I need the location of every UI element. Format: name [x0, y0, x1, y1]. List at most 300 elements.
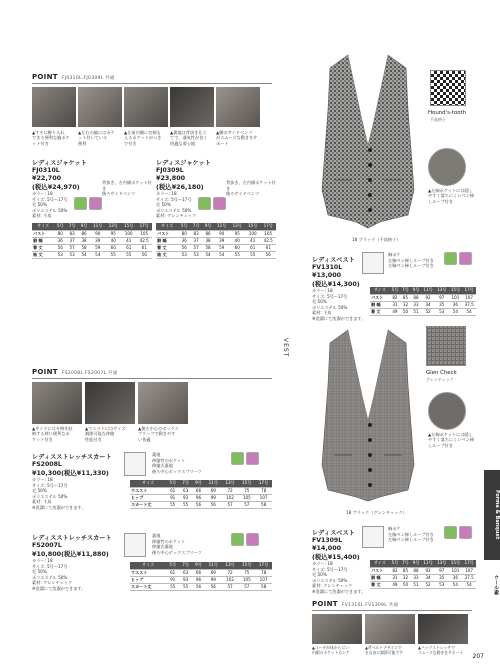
- divider: [312, 610, 472, 611]
- product-material-1: 毛 50%: [156, 202, 171, 208]
- size-table-jacket-2: [156, 223, 276, 259]
- product-price: ¥23,800: [156, 174, 186, 182]
- table-cell: 58: [255, 583, 272, 590]
- table-cell: ヒップ: [130, 494, 166, 501]
- table-cell: 9号: [202, 223, 214, 230]
- table-header-row: [156, 223, 276, 230]
- detail-caption-2: ▲左右の脇にはポケ ット付いている 便利: [78, 130, 115, 146]
- table-cell: 13号: [222, 480, 239, 487]
- table-cell: 102: [222, 494, 239, 501]
- product-material-1: 毛 50%: [32, 202, 47, 208]
- product-color: カラー: 18: [312, 288, 333, 293]
- table-cell: 9号: [192, 480, 205, 487]
- table-cell: 61: [245, 244, 260, 251]
- table-cell: 53: [66, 251, 78, 258]
- pocket-zoom-photo: [428, 148, 466, 186]
- table-row: [156, 230, 276, 237]
- product-title: レディスジャケット: [156, 160, 211, 167]
- product-material-2: ポリエステル 50%: [32, 493, 68, 499]
- product-color: カラー: 18: [32, 558, 53, 563]
- detail-caption-5: ▲腰のサイドベンツ がスムーズな動きをサ ポート: [216, 130, 258, 146]
- table-cell: 13号: [105, 223, 120, 230]
- table-cell: 56: [54, 244, 66, 251]
- table-cell: 66: [192, 569, 205, 576]
- table-cell: 56: [178, 244, 190, 251]
- vest-detail-caption-1: ▲ユーザが体からにい 内側のポケットもンケ: [312, 645, 350, 655]
- fabric-name: Hound's-tooth: [428, 110, 467, 116]
- table-cell: 36: [449, 301, 463, 308]
- product-material-2: ポリエステル 50%: [32, 574, 68, 580]
- table-cell: 11号: [90, 223, 105, 230]
- product-price: ¥10,800(税込¥11,880): [32, 550, 109, 558]
- product-size: サイズ: 5号〜17号: [32, 563, 68, 569]
- table-cell: 38: [78, 237, 90, 244]
- product-material-3: 素材: 千鳥: [32, 499, 52, 505]
- table-cell: 37.5: [462, 574, 476, 581]
- table-cell: 82: [390, 567, 401, 574]
- table-cell: 17号: [255, 562, 272, 569]
- table-cell: 17号: [462, 287, 476, 294]
- product-size: サイズ: 5号〜17号: [32, 196, 68, 202]
- point-header-jacket: [32, 73, 115, 81]
- divider: [32, 83, 272, 84]
- table-cell: 33: [411, 301, 422, 308]
- table-cell: 7号: [179, 562, 192, 569]
- table-cell: 17号: [136, 223, 152, 230]
- table-cell: 83: [66, 230, 78, 237]
- table-cell: 61: [260, 244, 276, 251]
- product-code: FJ0310L: [32, 167, 60, 174]
- product-code: FV1310L: [312, 264, 343, 271]
- table-row: [370, 567, 476, 574]
- table-cell: 40: [229, 237, 244, 244]
- table-cell: 88: [411, 567, 422, 574]
- table-cell: 57: [190, 244, 202, 251]
- table-cell: 38: [202, 237, 214, 244]
- table-cell: 13号: [222, 562, 239, 569]
- point-codes: FV1310L.FV1309L 共通: [341, 603, 399, 608]
- product-color: カラー: 18: [32, 477, 53, 482]
- product-material-3: 素材: 千鳥: [32, 213, 52, 219]
- table-cell: 63: [179, 569, 192, 576]
- detail-caption-1: ▲すそに飾り入れ できる便利な脇ポケ ット付き: [32, 130, 70, 146]
- table-cell: 31: [390, 301, 401, 308]
- point-label: POINT: [32, 73, 58, 81]
- table-cell: 胴 幅: [370, 301, 390, 308]
- product-size: サイズ: 5号〜17号: [156, 196, 192, 202]
- table-cell: サイズ: [32, 223, 54, 230]
- table-cell: 55: [166, 583, 179, 590]
- table-row: [32, 230, 152, 237]
- fabric-sub: 千鳥格子: [430, 117, 446, 122]
- product-color: カラー: 18: [312, 561, 333, 566]
- table-cell: 85: [400, 567, 411, 574]
- table-cell: サイズ: [130, 480, 166, 487]
- table-cell: 胴 幅: [156, 237, 178, 244]
- table-cell: 53: [435, 308, 449, 315]
- detail-caption-3: ▲左前内側に名刺も 入るポケットがつき で付き: [124, 130, 162, 146]
- table-row: [130, 576, 272, 583]
- table-row: [130, 583, 272, 590]
- product-color: カラー: 18: [156, 191, 177, 196]
- table-cell: 37: [190, 237, 202, 244]
- table-header-row: [370, 560, 476, 567]
- eco-icon: [231, 533, 244, 546]
- table-cell: バスト: [370, 294, 390, 301]
- table-cell: 96: [192, 494, 205, 501]
- product-size: サイズ: 5号〜17号: [312, 293, 348, 299]
- table-cell: 66: [192, 487, 205, 494]
- product-price: ¥13,000: [312, 271, 342, 279]
- pocket-zoom-caption: ▲左胸ポケットには隠し やすく落ちにくいペン挿 しループ付き: [428, 188, 475, 204]
- product-features: 胸ポケ 左胸ペン挿しループ付き 左胸ペン挿しループ付き: [388, 526, 434, 543]
- table-cell: 11号: [205, 562, 222, 569]
- table-cell: 56: [192, 501, 205, 508]
- table-cell: 53: [190, 251, 202, 258]
- table-cell: 36: [54, 237, 66, 244]
- table-cell: 88: [411, 294, 422, 301]
- table-row: [32, 237, 152, 244]
- table-cell: ウエスト: [130, 569, 166, 576]
- table-cell: 5号: [391, 287, 399, 293]
- divider: [32, 378, 272, 379]
- table-header-row: [130, 562, 272, 569]
- table-cell: 40: [105, 237, 120, 244]
- product-material-2: ポリエステル 50%: [156, 207, 192, 213]
- detail-photo-3: [124, 87, 168, 127]
- table-cell: 91: [166, 576, 179, 583]
- table-cell: 50: [400, 581, 411, 588]
- table-header-row: [32, 223, 152, 230]
- table-row: [370, 294, 476, 301]
- table-cell: 83: [190, 230, 202, 237]
- table-cell: 105: [260, 230, 276, 237]
- eco-icon: [231, 452, 244, 465]
- table-cell: 34: [421, 301, 435, 308]
- table-cell: 9号: [78, 223, 90, 230]
- table-cell: 54: [462, 308, 476, 315]
- product-price-tax: (税込¥26,180): [156, 183, 204, 191]
- table-cell: 9号: [412, 560, 420, 566]
- product-features: 裏地 伸縮性のポケット 伸縮式裏地 後ろ中心ボックスプリーツ: [152, 452, 202, 474]
- table-cell: 86: [78, 230, 90, 237]
- table-cell: 55: [166, 501, 179, 508]
- table-cell: 60: [105, 244, 120, 251]
- table-cell: 72: [222, 487, 239, 494]
- table-header-row: [370, 287, 476, 294]
- skirt-flat-sketch: [124, 452, 146, 476]
- table-row: [130, 487, 272, 494]
- table-cell: 72: [222, 569, 239, 576]
- table-cell: 11号: [205, 480, 222, 487]
- table-cell: 36: [449, 574, 463, 581]
- table-cell: 42.5: [260, 237, 276, 244]
- table-cell: 56: [205, 501, 222, 508]
- table-cell: 袖 丈: [32, 251, 54, 258]
- table-cell: 51: [411, 581, 422, 588]
- table-cell: 107: [255, 576, 272, 583]
- table-cell: 61: [166, 487, 179, 494]
- product-note: 背抜き、左内側ポケット付き 後ろサイドベンツ: [226, 180, 276, 197]
- table-cell: 69: [205, 487, 222, 494]
- eco-icon: [444, 526, 457, 539]
- table-cell: 105: [136, 230, 152, 237]
- table-cell: 101: [449, 567, 463, 574]
- table-cell: 58: [202, 244, 214, 251]
- table-row: [130, 501, 272, 508]
- table-cell: 54: [202, 251, 214, 258]
- table-cell: 99: [205, 494, 222, 501]
- table-cell: 袖 丈: [156, 251, 178, 258]
- table-cell: 57: [66, 244, 78, 251]
- product-material-3: 素材: 千鳥: [312, 310, 332, 316]
- table-header-row: [130, 480, 272, 487]
- product-size: サイズ: 5号〜17号: [312, 566, 348, 572]
- eco-icon: [74, 197, 87, 210]
- table-cell: 39: [214, 237, 229, 244]
- table-cell: 92: [421, 567, 435, 574]
- table-cell: 17号: [255, 480, 272, 487]
- eco-icon: [198, 197, 211, 210]
- table-row: [130, 494, 272, 501]
- vest-flat-sketch: [362, 526, 384, 548]
- table-cell: 13号: [435, 560, 449, 567]
- product-note: ※洗濯にて洗濯ができます。: [312, 588, 366, 594]
- table-row: [370, 581, 476, 588]
- vest-detail-photo-3: [418, 614, 468, 644]
- table-cell: 75: [238, 487, 255, 494]
- vest-detail-photo-2: [365, 614, 415, 644]
- table-cell: 52: [421, 581, 435, 588]
- table-cell: 36: [178, 237, 190, 244]
- skirt-detail-photo-1: [32, 382, 82, 424]
- stretch-icon: [459, 252, 472, 265]
- table-cell: 75: [238, 569, 255, 576]
- table-cell: 97: [435, 567, 449, 574]
- product-note: ※洗濯にて洗濯ができます。: [32, 504, 86, 510]
- product-title: レディスストレッチスカート: [32, 454, 112, 461]
- table-cell: 7号: [402, 287, 409, 293]
- product-note: ※洗濯にて洗濯ができます。: [312, 315, 366, 321]
- table-cell: 37: [66, 237, 78, 244]
- side-category-tab[interactable]: Forma & Banquet: [484, 470, 500, 560]
- table-cell: 78: [255, 487, 272, 494]
- product-code: FS2008L: [32, 461, 62, 468]
- table-row: [130, 569, 272, 576]
- table-cell: 32: [400, 301, 411, 308]
- table-cell: 11号: [421, 560, 435, 567]
- table-cell: サイズ: [156, 223, 178, 230]
- table-cell: 57: [238, 583, 255, 590]
- table-cell: 55: [245, 251, 260, 258]
- product-material-3: 素材: グレンチェック: [32, 580, 73, 586]
- skirt-detail-photo-3: [138, 382, 188, 424]
- product-material-1: 毛 50%: [32, 569, 47, 575]
- table-cell: 着 丈: [32, 244, 54, 251]
- product-material-2: ポリエステル 50%: [32, 207, 68, 213]
- table-cell: 56: [260, 251, 276, 258]
- table-cell: サイズ: [370, 287, 390, 294]
- table-cell: 54: [462, 581, 476, 588]
- fabric-name: Glen Check: [426, 370, 457, 376]
- table-cell: ウエスト: [130, 487, 166, 494]
- table-cell: 61: [121, 244, 136, 251]
- vest-detail-caption-3: ▲バックストレッチで スムーズな動きをサポート: [418, 645, 464, 655]
- size-table-vest-2: [370, 560, 476, 589]
- vest-color-label: 18 ブラック（グレンチェック）: [346, 510, 407, 515]
- table-cell: 80: [178, 230, 190, 237]
- stretch-icon: [246, 533, 259, 546]
- detail-photo-1: [32, 87, 76, 127]
- product-material-2: ポリエステル 50%: [312, 577, 348, 583]
- table-cell: 55: [121, 251, 136, 258]
- product-code: FS2007L: [32, 542, 62, 549]
- table-row: [370, 574, 476, 581]
- stretch-icon: [89, 197, 102, 210]
- table-cell: 57: [238, 501, 255, 508]
- table-cell: 52: [421, 308, 435, 315]
- table-cell: 69: [205, 569, 222, 576]
- product-price: ¥22,700: [32, 174, 62, 182]
- table-cell: 7号: [179, 480, 192, 487]
- vest-detail-photo-1: [312, 614, 362, 644]
- table-cell: ヒップ: [130, 576, 166, 583]
- product-material-1: 毛 50%: [312, 572, 327, 578]
- table-cell: 53: [54, 251, 66, 258]
- table-cell: 17号: [462, 560, 476, 567]
- side-subcategory-tab[interactable]: ウール素: [493, 575, 499, 595]
- vest-color-label: 18 ブラック（千鳥格子）: [352, 237, 401, 242]
- table-cell: 93: [179, 576, 192, 583]
- table-cell: 97: [435, 294, 449, 301]
- table-cell: 50: [400, 308, 411, 315]
- table-cell: 55: [229, 251, 244, 258]
- table-cell: バスト: [32, 230, 54, 237]
- skirt-flat-sketch: [124, 533, 146, 557]
- houndstooth-swatch: [430, 70, 466, 106]
- table-cell: 17号: [260, 223, 276, 230]
- table-cell: 5号: [166, 562, 179, 569]
- table-cell: 15号: [238, 562, 255, 569]
- fabric-sub: グレンチェック: [426, 377, 454, 382]
- table-cell: 96: [192, 576, 205, 583]
- table-cell: 100: [245, 230, 260, 237]
- vest-photo-glencheck: [318, 325, 418, 503]
- table-cell: 55: [179, 501, 192, 508]
- table-cell: 57: [222, 583, 239, 590]
- table-cell: 着 丈: [156, 244, 178, 251]
- table-cell: 58: [78, 244, 90, 251]
- table-cell: 107: [255, 494, 272, 501]
- size-table-skirt-2: [130, 562, 272, 591]
- point-label: POINT: [32, 368, 58, 376]
- page-number: 207: [472, 653, 484, 660]
- table-cell: 41: [121, 237, 136, 244]
- table-cell: 56: [205, 583, 222, 590]
- table-cell: 15号: [245, 223, 260, 230]
- product-features: 胸ポケ 左胸ペン挿しループ付き 左胸ペン挿しループ付き: [388, 252, 434, 269]
- table-cell: 105: [238, 576, 255, 583]
- table-row: [32, 244, 152, 251]
- detail-caption-4: ▲裏地は背抜き仕立 てで、通気性が良く 快適な着心地: [170, 130, 208, 146]
- section-vertical-label: VEST: [282, 338, 289, 358]
- detail-photo-2: [78, 87, 122, 127]
- table-cell: 51: [411, 308, 422, 315]
- skirt-detail-photo-2: [85, 382, 135, 424]
- detail-photo-5: [216, 87, 260, 127]
- table-cell: 54: [90, 251, 105, 258]
- product-material-3: 素材: グレンチェック: [156, 213, 197, 219]
- product-code: FJ0309L: [156, 167, 184, 174]
- table-cell: 55: [179, 583, 192, 590]
- table-cell: バスト: [156, 230, 178, 237]
- product-price-tax: (税込¥14,300): [312, 280, 360, 288]
- table-cell: 53: [435, 581, 449, 588]
- table-cell: 92: [421, 294, 435, 301]
- table-cell: 7号: [402, 560, 409, 566]
- table-cell: 107: [462, 294, 476, 301]
- product-material-3: 素材: グレンチェック: [312, 583, 353, 589]
- table-cell: 着 丈: [370, 308, 390, 315]
- product-title: レディスストレッチスカート: [32, 535, 112, 542]
- table-row: [156, 237, 276, 244]
- table-cell: 33: [411, 574, 422, 581]
- table-cell: 63: [179, 487, 192, 494]
- product-material-1: 毛 50%: [312, 299, 327, 305]
- pocket-zoom-caption: ▲左胸ポケットには隠し やすく落ちにくいペン挿 しループ付き: [428, 432, 475, 448]
- table-cell: 7号: [66, 223, 78, 230]
- table-cell: サイズ: [370, 560, 390, 567]
- table-cell: 15号: [449, 560, 463, 567]
- table-cell: 59: [214, 244, 229, 251]
- table-cell: 32: [400, 574, 411, 581]
- table-cell: 11号: [421, 287, 435, 294]
- table-cell: 39: [90, 237, 105, 244]
- table-cell: 9号: [192, 562, 205, 569]
- table-cell: 31: [390, 574, 401, 581]
- table-cell: 胴 幅: [32, 237, 54, 244]
- table-cell: 90: [214, 230, 229, 237]
- table-cell: 86: [202, 230, 214, 237]
- vest-detail-caption-2: ▲背ベルトデザインで を自由に調節可能です: [365, 645, 403, 655]
- table-cell: 56: [192, 583, 205, 590]
- product-title: レディスベスト: [312, 530, 355, 537]
- table-cell: 9号: [412, 287, 420, 293]
- product-title: レディスベスト: [312, 257, 355, 264]
- table-cell: 60: [229, 244, 244, 251]
- table-cell: バスト: [370, 567, 390, 574]
- stretch-icon: [459, 526, 472, 539]
- table-cell: 102: [222, 576, 239, 583]
- detail-photo-4: [170, 87, 214, 127]
- table-cell: スカート丈: [130, 583, 166, 590]
- size-table-vest-1: [370, 287, 476, 316]
- table-cell: 95: [105, 230, 120, 237]
- table-cell: 15号: [449, 287, 463, 294]
- table-cell: 78: [255, 569, 272, 576]
- stretch-icon: [213, 197, 226, 210]
- skirt-detail-caption-2: ▲ウエストにはサイズ 調節可能な伸縮 性能付き: [85, 426, 126, 442]
- table-cell: 91: [166, 494, 179, 501]
- table-cell: 34: [421, 574, 435, 581]
- table-cell: 61: [166, 569, 179, 576]
- product-price-tax: (税込¥24,970): [32, 183, 80, 191]
- product-material-1: 毛 50%: [32, 488, 47, 494]
- table-cell: 93: [179, 494, 192, 501]
- table-row: [156, 251, 276, 258]
- table-cell: 胴 幅: [370, 574, 390, 581]
- product-color: カラー: 18: [32, 191, 53, 196]
